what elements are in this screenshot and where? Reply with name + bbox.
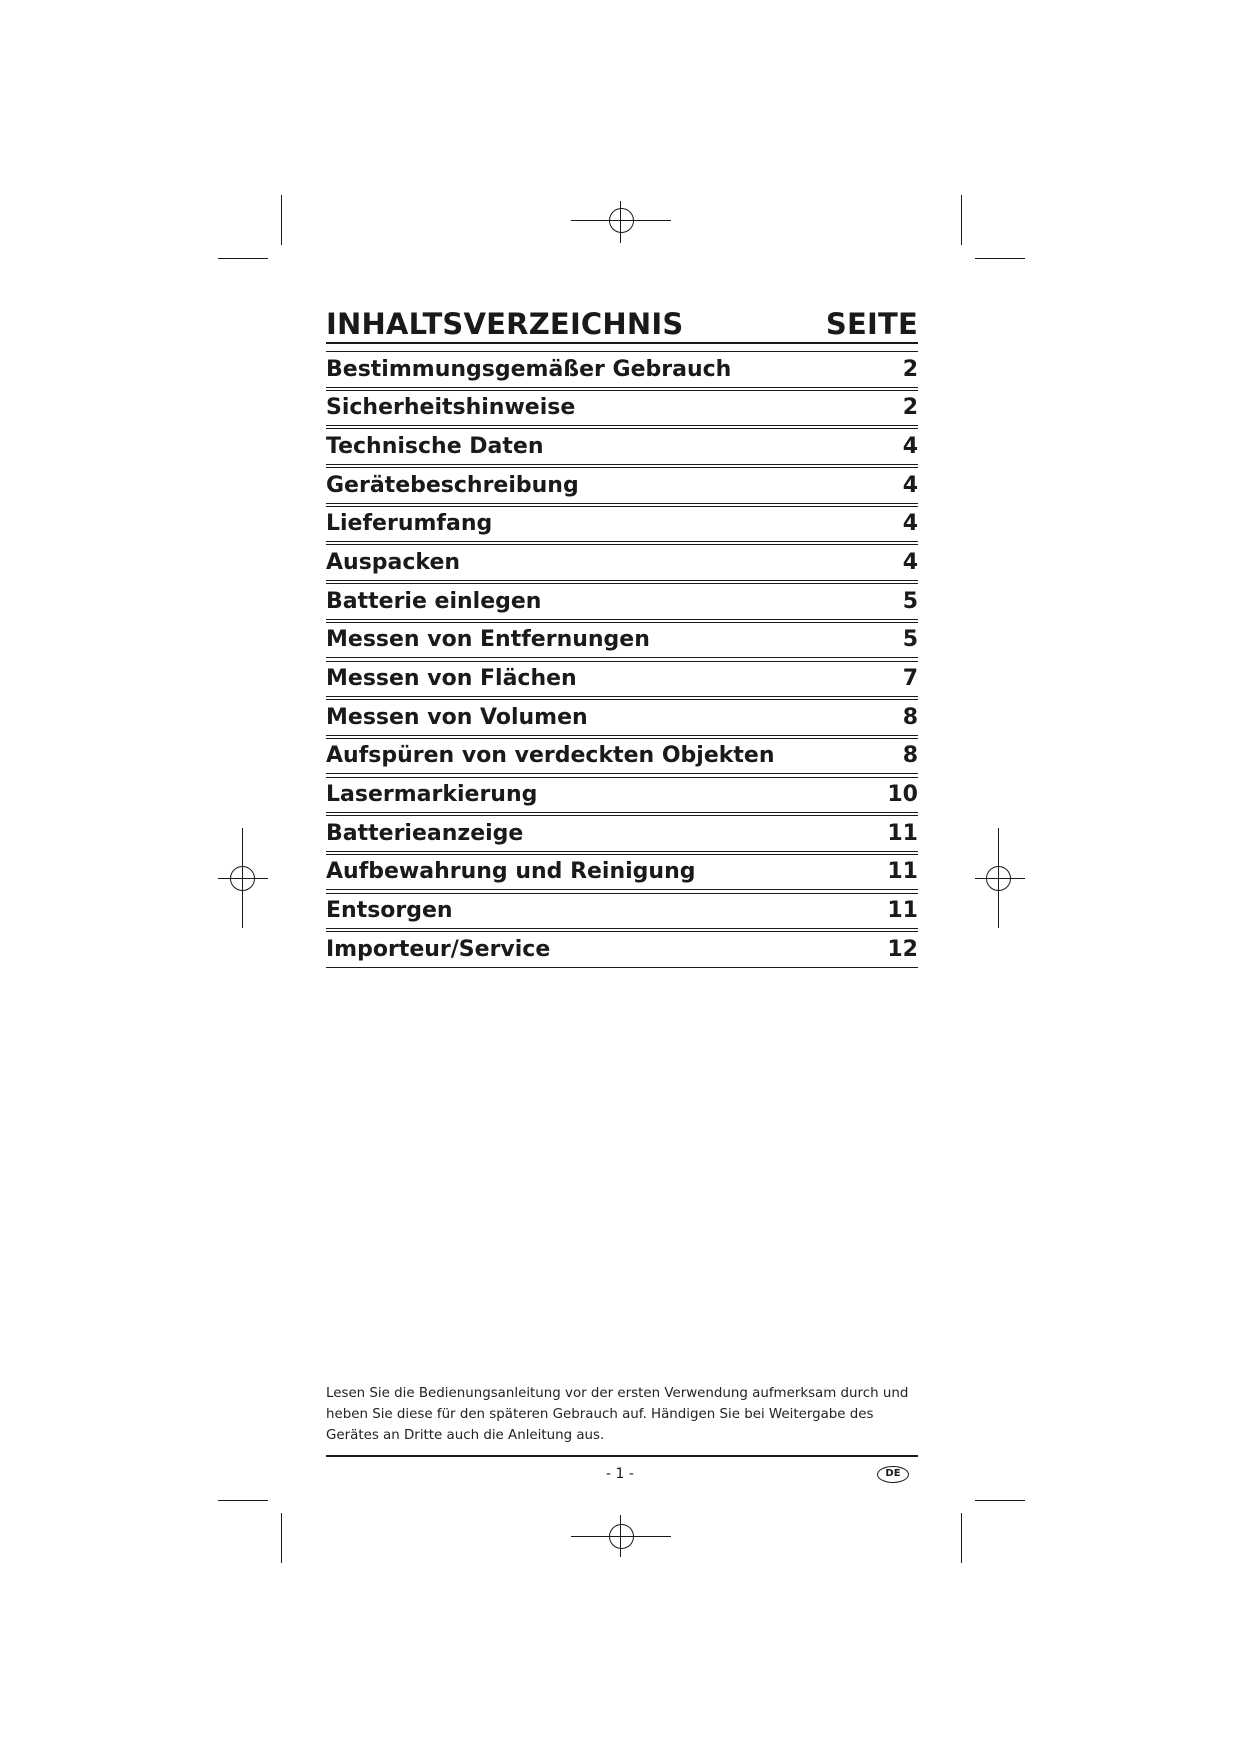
toc-entry-page: 11 (887, 859, 918, 885)
table-of-contents (326, 300, 918, 970)
crop-mark-bottom-right-h (975, 1500, 1025, 1501)
toc-title: INHALTSVERZEICHNIS (326, 307, 684, 341)
toc-entry-label: Technische Daten (326, 433, 544, 459)
toc-entry (326, 622, 918, 659)
toc-entry-label: Lieferumfang (326, 511, 493, 537)
crop-mark-top-left-h (218, 258, 268, 259)
toc-entry (326, 390, 918, 427)
toc-entry (326, 583, 918, 620)
toc-entry (326, 893, 918, 930)
toc-entry-page: 10 (887, 782, 918, 808)
toc-entry-label: Bestimmungsgemäßer Gebrauch (326, 356, 732, 382)
toc-entry-label: Lasermarkierung (326, 782, 538, 808)
toc-entry-label: Sicherheitshinweise (326, 395, 576, 421)
toc-entry-label: Importeur/Service (326, 936, 551, 962)
toc-entry-page: 5 (902, 627, 918, 653)
toc-entry-label: Gerätebeschreibung (326, 472, 579, 498)
crop-mark-bottom-left-v (281, 1513, 282, 1563)
toc-entry-page: 4 (902, 511, 918, 537)
toc-entry-label: Auspacken (326, 549, 461, 575)
crop-mark-top-left-v (281, 195, 282, 245)
toc-entry-page: 4 (902, 433, 918, 459)
toc-entry (326, 351, 918, 388)
toc-entry-page: 4 (902, 549, 918, 575)
toc-entry-page: 4 (902, 472, 918, 498)
toc-entry-page: 7 (902, 666, 918, 691)
toc-entry-label: Messen von Flächen (326, 666, 577, 691)
toc-entry-page: 8 (902, 704, 918, 730)
toc-entry-label: Batterieanzeige (326, 820, 524, 846)
toc-entry (326, 699, 918, 736)
page-number: - 1 - (606, 1466, 634, 1482)
toc-entry-label: Aufspüren von verdeckten Objekten (326, 743, 775, 769)
reading-note (326, 1383, 918, 1446)
toc-entry (326, 661, 918, 698)
toc-entry-label: Aufbewahrung und Reinigung (326, 859, 696, 885)
toc-entry (326, 777, 918, 814)
toc-entry-label: Entsorgen (326, 898, 453, 924)
reading-note-line: Lesen Sie die Bedienungsanleitung vor der ersten Verwendung aufmerksam durch und (326, 1386, 909, 1401)
toc-entry (326, 544, 918, 581)
toc-entry (326, 467, 918, 504)
toc-entry-page: 8 (902, 743, 918, 769)
crop-mark-top-right-v (961, 195, 962, 245)
crop-mark-bottom-right-v (961, 1513, 962, 1563)
toc-entry-page: 2 (902, 395, 918, 421)
footer-divider (326, 1455, 918, 1457)
toc-entry (326, 738, 918, 775)
toc-entry-label: Messen von Volumen (326, 704, 588, 730)
toc-entries (326, 351, 918, 968)
toc-entry-page: 11 (887, 820, 918, 846)
toc-entry-page: 5 (902, 588, 918, 614)
toc-entry-page: 12 (887, 936, 918, 962)
toc-entry-label: Messen von Entfernungen (326, 627, 650, 653)
reading-note-line: heben Sie diese für den späteren Gebrauch auf. Händigen Sie bei Weitergabe des (326, 1407, 874, 1422)
language-badge: DE (877, 1466, 909, 1483)
crop-mark-top-right-h (975, 258, 1025, 259)
toc-entry-label: Batterie einlegen (326, 588, 542, 614)
toc-entry (326, 815, 918, 852)
toc-page-header: SEITE (825, 307, 918, 341)
toc-entry (326, 506, 918, 543)
crop-mark-bottom-left-h (218, 1500, 268, 1501)
toc-entry (326, 854, 918, 891)
toc-entry (326, 931, 918, 968)
toc-entry (326, 428, 918, 465)
toc-entry-page: 2 (902, 356, 918, 382)
toc-header (326, 300, 918, 344)
reading-note-line: Gerätes an Dritte auch die Anleitung aus. (326, 1428, 605, 1443)
toc-entry-page: 11 (887, 898, 918, 924)
